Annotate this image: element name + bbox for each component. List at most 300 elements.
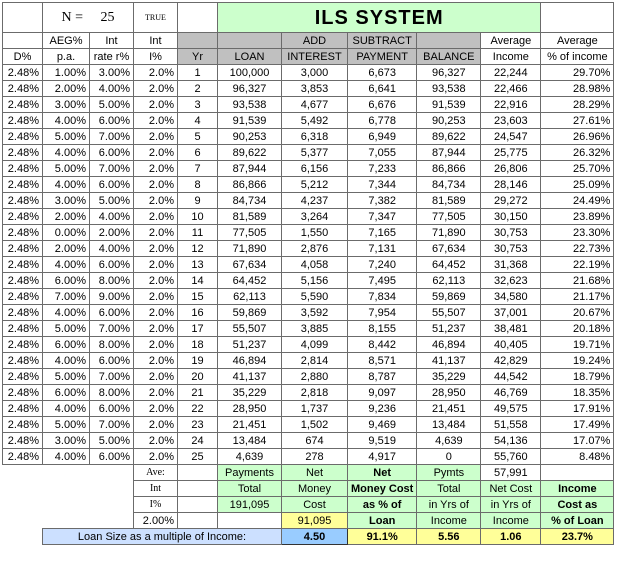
loan-cell[interactable]: 4,639 bbox=[218, 449, 282, 465]
loan-cell[interactable]: 55,507 bbox=[218, 321, 282, 337]
aeg-cell[interactable]: 4.00% bbox=[43, 401, 90, 417]
avg-pct-cell[interactable]: 24.49% bbox=[541, 193, 614, 209]
col-avg-pct-top[interactable]: Average bbox=[541, 33, 614, 49]
aeg-cell[interactable]: 1.00% bbox=[43, 65, 90, 81]
balance-cell[interactable]: 62,113 bbox=[417, 273, 481, 289]
interest-cell[interactable]: 3,853 bbox=[282, 81, 348, 97]
yr-cell[interactable]: 10 bbox=[178, 209, 218, 225]
int-i-cell[interactable]: 2.0% bbox=[134, 273, 178, 289]
int-rate-cell[interactable]: 8.00% bbox=[90, 385, 134, 401]
interest-cell[interactable]: 6,318 bbox=[282, 129, 348, 145]
balance-cell[interactable]: 35,229 bbox=[417, 369, 481, 385]
aeg-cell[interactable]: 6.00% bbox=[43, 273, 90, 289]
int-i-cell[interactable]: 2.0% bbox=[134, 97, 178, 113]
payments-total-l2[interactable]: Total bbox=[218, 481, 282, 497]
loan-cell[interactable]: 77,505 bbox=[218, 225, 282, 241]
net-pct-l1[interactable]: Net bbox=[348, 465, 417, 481]
int-rate-cell[interactable]: 9.00% bbox=[90, 289, 134, 305]
aeg-cell[interactable]: 4.00% bbox=[43, 113, 90, 129]
interest-cell[interactable]: 3,885 bbox=[282, 321, 348, 337]
balance-cell[interactable]: 55,507 bbox=[417, 305, 481, 321]
yr-cell[interactable]: 21 bbox=[178, 385, 218, 401]
avg-pct-cell[interactable]: 17.07% bbox=[541, 433, 614, 449]
true-flag[interactable]: TRUE bbox=[134, 3, 178, 33]
net-pct-value[interactable]: 91.1% bbox=[348, 529, 417, 545]
d-pct-cell[interactable]: 2.48% bbox=[3, 209, 43, 225]
cell-blank[interactable] bbox=[218, 33, 282, 49]
aeg-cell[interactable]: 4.00% bbox=[43, 305, 90, 321]
int-rate-cell[interactable]: 6.00% bbox=[90, 257, 134, 273]
interest-cell[interactable]: 3,000 bbox=[282, 65, 348, 81]
loan-cell[interactable]: 59,869 bbox=[218, 305, 282, 321]
avg-income-cell[interactable]: 29,272 bbox=[481, 193, 541, 209]
col-aeg-bottom[interactable]: p.a. bbox=[43, 49, 90, 65]
yr-cell[interactable]: 20 bbox=[178, 369, 218, 385]
interest-cell[interactable]: 1,737 bbox=[282, 401, 348, 417]
interest-cell[interactable]: 5,212 bbox=[282, 177, 348, 193]
avg-pct-cell[interactable]: 19.24% bbox=[541, 353, 614, 369]
avg-pct-cell[interactable]: 28.29% bbox=[541, 97, 614, 113]
int-i-cell[interactable]: 2.0% bbox=[134, 225, 178, 241]
interest-cell[interactable]: 5,377 bbox=[282, 145, 348, 161]
pymts-l3[interactable]: in Yrs of bbox=[417, 497, 481, 513]
int-rate-cell[interactable]: 8.00% bbox=[90, 337, 134, 353]
int-i-cell[interactable]: 2.0% bbox=[134, 257, 178, 273]
yr-cell[interactable]: 12 bbox=[178, 241, 218, 257]
int-i-cell[interactable]: 2.0% bbox=[134, 81, 178, 97]
loan-cell[interactable]: 89,622 bbox=[218, 145, 282, 161]
loan-cell[interactable]: 51,237 bbox=[218, 337, 282, 353]
net-money-l3[interactable]: Cost bbox=[282, 497, 348, 513]
income-cost-l1[interactable]: Income bbox=[541, 481, 614, 497]
payment-cell[interactable]: 9,097 bbox=[348, 385, 417, 401]
loan-multiple-value[interactable]: 4.50 bbox=[282, 529, 348, 545]
interest-cell[interactable]: 1,502 bbox=[282, 417, 348, 433]
yr-cell[interactable]: 13 bbox=[178, 257, 218, 273]
loan-cell[interactable]: 21,451 bbox=[218, 417, 282, 433]
col-add-top[interactable]: ADD bbox=[282, 33, 348, 49]
aeg-cell[interactable]: 3.00% bbox=[43, 433, 90, 449]
balance-cell[interactable]: 67,634 bbox=[417, 241, 481, 257]
int-i-cell[interactable]: 2.0% bbox=[134, 113, 178, 129]
cell-blank[interactable] bbox=[3, 3, 43, 33]
balance-cell[interactable]: 51,237 bbox=[417, 321, 481, 337]
payment-cell[interactable]: 6,778 bbox=[348, 113, 417, 129]
balance-cell[interactable]: 84,734 bbox=[417, 177, 481, 193]
balance-cell[interactable]: 4,639 bbox=[417, 433, 481, 449]
avg-income-cell[interactable]: 32,623 bbox=[481, 273, 541, 289]
avg-pct-cell[interactable]: 18.79% bbox=[541, 369, 614, 385]
interest-cell[interactable]: 674 bbox=[282, 433, 348, 449]
loan-cell[interactable]: 13,484 bbox=[218, 433, 282, 449]
payment-cell[interactable]: 7,347 bbox=[348, 209, 417, 225]
avg-income-cell[interactable]: 44,542 bbox=[481, 369, 541, 385]
ave-label[interactable]: Ave: bbox=[134, 465, 178, 481]
d-pct-cell[interactable]: 2.48% bbox=[3, 369, 43, 385]
avg-pct-cell[interactable]: 8.48% bbox=[541, 449, 614, 465]
avg-income-cell[interactable]: 25,775 bbox=[481, 145, 541, 161]
int-i-cell[interactable]: 2.0% bbox=[134, 177, 178, 193]
avg-income-cell[interactable]: 49,575 bbox=[481, 401, 541, 417]
interest-cell[interactable]: 2,880 bbox=[282, 369, 348, 385]
int-rate-cell[interactable]: 7.00% bbox=[90, 129, 134, 145]
int-i-cell[interactable]: 2.0% bbox=[134, 305, 178, 321]
loan-cell[interactable]: 62,113 bbox=[218, 289, 282, 305]
payment-cell[interactable]: 4,917 bbox=[348, 449, 417, 465]
aeg-cell[interactable]: 4.00% bbox=[43, 257, 90, 273]
int-i-cell[interactable]: 2.0% bbox=[134, 65, 178, 81]
col-sub-bottom[interactable]: PAYMENT bbox=[348, 49, 417, 65]
balance-cell[interactable]: 41,137 bbox=[417, 353, 481, 369]
yr-cell[interactable]: 4 bbox=[178, 113, 218, 129]
avg-pct-cell[interactable]: 21.17% bbox=[541, 289, 614, 305]
loan-cell[interactable]: 67,634 bbox=[218, 257, 282, 273]
aeg-cell[interactable]: 4.00% bbox=[43, 353, 90, 369]
col-int-rate-bottom[interactable]: rate r% bbox=[90, 49, 134, 65]
payment-cell[interactable]: 6,676 bbox=[348, 97, 417, 113]
balance-cell[interactable]: 13,484 bbox=[417, 417, 481, 433]
aeg-cell[interactable]: 2.00% bbox=[43, 209, 90, 225]
int-rate-cell[interactable]: 2.00% bbox=[90, 225, 134, 241]
int-rate-cell[interactable]: 6.00% bbox=[90, 449, 134, 465]
int-i-cell[interactable]: 2.0% bbox=[134, 289, 178, 305]
interest-cell[interactable]: 5,156 bbox=[282, 273, 348, 289]
balance-cell[interactable]: 96,327 bbox=[417, 65, 481, 81]
avg-pct-cell[interactable]: 22.73% bbox=[541, 241, 614, 257]
avg-pct-cell[interactable]: 22.19% bbox=[541, 257, 614, 273]
yr-cell[interactable]: 2 bbox=[178, 81, 218, 97]
avg-pct-cell[interactable]: 19.71% bbox=[541, 337, 614, 353]
payment-cell[interactable]: 7,233 bbox=[348, 161, 417, 177]
avg-pct-cell[interactable]: 21.68% bbox=[541, 273, 614, 289]
balance-cell[interactable]: 93,538 bbox=[417, 81, 481, 97]
int-i-cell[interactable]: 2.0% bbox=[134, 385, 178, 401]
aeg-cell[interactable]: 4.00% bbox=[43, 177, 90, 193]
yr-cell[interactable]: 17 bbox=[178, 321, 218, 337]
payment-cell[interactable]: 8,571 bbox=[348, 353, 417, 369]
d-pct-cell[interactable]: 2.48% bbox=[3, 449, 43, 465]
interest-cell[interactable]: 6,156 bbox=[282, 161, 348, 177]
int-rate-cell[interactable]: 8.00% bbox=[90, 273, 134, 289]
avg-income-cell[interactable]: 46,769 bbox=[481, 385, 541, 401]
netcost-yrs-l1[interactable]: Net Cost bbox=[481, 481, 541, 497]
avg-income-cell[interactable]: 51,558 bbox=[481, 417, 541, 433]
col-int-rate-top[interactable]: Int bbox=[90, 33, 134, 49]
avg-income-cell[interactable]: 30,753 bbox=[481, 241, 541, 257]
interest-cell[interactable]: 5,590 bbox=[282, 289, 348, 305]
loan-cell[interactable]: 81,589 bbox=[218, 209, 282, 225]
balance-cell[interactable]: 0 bbox=[417, 449, 481, 465]
avg-income-cell[interactable]: 22,916 bbox=[481, 97, 541, 113]
int-i-cell[interactable]: 2.0% bbox=[134, 369, 178, 385]
income-cost-value[interactable]: 23.7% bbox=[541, 529, 614, 545]
cell-blank[interactable] bbox=[178, 33, 218, 49]
yr-cell[interactable]: 1 bbox=[178, 65, 218, 81]
avg-income-cell[interactable]: 40,405 bbox=[481, 337, 541, 353]
balance-cell[interactable]: 59,869 bbox=[417, 289, 481, 305]
payment-cell[interactable]: 7,382 bbox=[348, 193, 417, 209]
i-label[interactable]: I% bbox=[134, 497, 178, 513]
netcost-yrs-value[interactable]: 1.06 bbox=[481, 529, 541, 545]
loan-cell[interactable]: 71,890 bbox=[218, 241, 282, 257]
d-pct-cell[interactable]: 2.48% bbox=[3, 161, 43, 177]
int-i-cell[interactable]: 2.0% bbox=[134, 145, 178, 161]
d-pct-cell[interactable]: 2.48% bbox=[3, 385, 43, 401]
avg-pct-cell[interactable]: 20.18% bbox=[541, 321, 614, 337]
avg-income-cell[interactable]: 31,368 bbox=[481, 257, 541, 273]
cell-blank[interactable] bbox=[178, 497, 218, 513]
payment-cell[interactable]: 7,165 bbox=[348, 225, 417, 241]
aeg-cell[interactable]: 5.00% bbox=[43, 129, 90, 145]
balance-cell[interactable]: 87,944 bbox=[417, 145, 481, 161]
avg-income-cell[interactable]: 24,547 bbox=[481, 129, 541, 145]
int-rate-cell[interactable]: 5.00% bbox=[90, 97, 134, 113]
d-pct-cell[interactable]: 2.48% bbox=[3, 129, 43, 145]
avg-income-cell[interactable]: 26,806 bbox=[481, 161, 541, 177]
loan-cell[interactable]: 64,452 bbox=[218, 273, 282, 289]
aeg-cell[interactable]: 4.00% bbox=[43, 145, 90, 161]
aeg-cell[interactable]: 5.00% bbox=[43, 417, 90, 433]
payment-cell[interactable]: 8,155 bbox=[348, 321, 417, 337]
int-rate-cell[interactable]: 5.00% bbox=[90, 193, 134, 209]
avg-income-cell[interactable]: 30,150 bbox=[481, 209, 541, 225]
col-d-pct[interactable]: D% bbox=[3, 49, 43, 65]
yr-cell[interactable]: 3 bbox=[178, 97, 218, 113]
yr-cell[interactable]: 7 bbox=[178, 161, 218, 177]
yr-cell[interactable]: 18 bbox=[178, 337, 218, 353]
payment-cell[interactable]: 9,519 bbox=[348, 433, 417, 449]
int-i-cell[interactable]: 2.0% bbox=[134, 353, 178, 369]
cell-blank[interactable] bbox=[178, 465, 218, 481]
avg-pct-cell[interactable]: 18.35% bbox=[541, 385, 614, 401]
avg-pct-cell[interactable]: 17.49% bbox=[541, 417, 614, 433]
yr-cell[interactable]: 15 bbox=[178, 289, 218, 305]
balance-cell[interactable]: 71,890 bbox=[417, 225, 481, 241]
avg-income-cell[interactable]: 23,603 bbox=[481, 113, 541, 129]
loan-cell[interactable]: 46,894 bbox=[218, 353, 282, 369]
avg-income-cell[interactable]: 28,146 bbox=[481, 177, 541, 193]
balance-cell[interactable]: 28,950 bbox=[417, 385, 481, 401]
avg-pct-cell[interactable]: 23.89% bbox=[541, 209, 614, 225]
yr-cell[interactable]: 24 bbox=[178, 433, 218, 449]
cell-blank[interactable] bbox=[218, 513, 282, 529]
int-rate-cell[interactable]: 4.00% bbox=[90, 209, 134, 225]
col-aeg-top[interactable]: AEG% bbox=[43, 33, 90, 49]
aeg-cell[interactable]: 6.00% bbox=[43, 385, 90, 401]
int-rate-cell[interactable]: 7.00% bbox=[90, 417, 134, 433]
int-i-cell[interactable]: 2.0% bbox=[134, 209, 178, 225]
income-cost-l2[interactable]: Cost as bbox=[541, 497, 614, 513]
int-i-cell[interactable]: 2.0% bbox=[134, 401, 178, 417]
interest-cell[interactable]: 4,099 bbox=[282, 337, 348, 353]
loan-cell[interactable]: 93,538 bbox=[218, 97, 282, 113]
aeg-cell[interactable]: 5.00% bbox=[43, 369, 90, 385]
balance-cell[interactable]: 46,894 bbox=[417, 337, 481, 353]
d-pct-cell[interactable]: 2.48% bbox=[3, 97, 43, 113]
avg-pct-cell[interactable]: 25.70% bbox=[541, 161, 614, 177]
loan-cell[interactable]: 84,734 bbox=[218, 193, 282, 209]
int-rate-cell[interactable]: 6.00% bbox=[90, 177, 134, 193]
yr-cell[interactable]: 14 bbox=[178, 273, 218, 289]
d-pct-cell[interactable]: 2.48% bbox=[3, 289, 43, 305]
int-i-cell[interactable]: 2.0% bbox=[134, 417, 178, 433]
netcost-yrs-l2[interactable]: in Yrs of bbox=[481, 497, 541, 513]
loan-multiple-label[interactable]: Loan Size as a multiple of Income: bbox=[43, 529, 282, 545]
col-avg-income-bottom[interactable]: Income bbox=[481, 49, 541, 65]
balance-cell[interactable]: 77,505 bbox=[417, 209, 481, 225]
yr-cell[interactable]: 19 bbox=[178, 353, 218, 369]
cell-blank[interactable] bbox=[178, 513, 218, 529]
int-i-cell[interactable]: 2.0% bbox=[134, 321, 178, 337]
avg-income-cell[interactable]: 22,244 bbox=[481, 65, 541, 81]
int-rate-cell[interactable]: 3.00% bbox=[90, 65, 134, 81]
col-balance[interactable]: BALANCE bbox=[417, 49, 481, 65]
yr-cell[interactable]: 25 bbox=[178, 449, 218, 465]
interest-cell[interactable]: 4,677 bbox=[282, 97, 348, 113]
loan-cell[interactable]: 91,539 bbox=[218, 113, 282, 129]
loan-cell[interactable]: 96,327 bbox=[218, 81, 282, 97]
int-i-cell[interactable]: 2.0% bbox=[134, 161, 178, 177]
int-rate-cell[interactable]: 7.00% bbox=[90, 161, 134, 177]
loan-cell[interactable]: 35,229 bbox=[218, 385, 282, 401]
payment-cell[interactable]: 6,641 bbox=[348, 81, 417, 97]
int-rate-cell[interactable]: 6.00% bbox=[90, 353, 134, 369]
col-avg-income-top[interactable]: Average bbox=[481, 33, 541, 49]
payment-cell[interactable]: 8,442 bbox=[348, 337, 417, 353]
int-label[interactable]: Int bbox=[134, 481, 178, 497]
balance-cell[interactable]: 64,452 bbox=[417, 257, 481, 273]
payment-cell[interactable]: 7,344 bbox=[348, 177, 417, 193]
d-pct-cell[interactable]: 2.48% bbox=[3, 81, 43, 97]
avg-income-cell[interactable]: 22,466 bbox=[481, 81, 541, 97]
int-rate-cell[interactable]: 4.00% bbox=[90, 81, 134, 97]
payment-cell[interactable]: 7,834 bbox=[348, 289, 417, 305]
int-i-cell[interactable]: 2.0% bbox=[134, 129, 178, 145]
col-yr[interactable]: Yr bbox=[178, 49, 218, 65]
payment-cell[interactable]: 7,055 bbox=[348, 145, 417, 161]
interest-cell[interactable]: 3,592 bbox=[282, 305, 348, 321]
payments-total-value[interactable]: 191,095 bbox=[218, 497, 282, 513]
int-i-cell[interactable]: 2.0% bbox=[134, 433, 178, 449]
net-pct-l3[interactable]: as % of bbox=[348, 497, 417, 513]
net-money-l1[interactable]: Net bbox=[282, 465, 348, 481]
loan-cell[interactable]: 90,253 bbox=[218, 129, 282, 145]
col-avg-pct-bottom[interactable]: % of income bbox=[541, 49, 614, 65]
avg-pct-cell[interactable]: 26.32% bbox=[541, 145, 614, 161]
cell-blank[interactable] bbox=[178, 3, 218, 33]
payment-cell[interactable]: 9,469 bbox=[348, 417, 417, 433]
netcost-yrs-l3[interactable]: Income bbox=[481, 513, 541, 529]
avg-pct-cell[interactable]: 29.70% bbox=[541, 65, 614, 81]
yr-cell[interactable]: 11 bbox=[178, 225, 218, 241]
payment-cell[interactable]: 6,673 bbox=[348, 65, 417, 81]
d-pct-cell[interactable]: 2.48% bbox=[3, 193, 43, 209]
balance-cell[interactable]: 21,451 bbox=[417, 401, 481, 417]
int-rate-cell[interactable]: 6.00% bbox=[90, 113, 134, 129]
d-pct-cell[interactable]: 2.48% bbox=[3, 257, 43, 273]
d-pct-cell[interactable]: 2.48% bbox=[3, 225, 43, 241]
cell-blank[interactable] bbox=[178, 481, 218, 497]
avg-pct-cell[interactable]: 26.96% bbox=[541, 129, 614, 145]
net-money-value[interactable]: 91,095 bbox=[282, 513, 348, 529]
aeg-cell[interactable]: 5.00% bbox=[43, 161, 90, 177]
aeg-cell[interactable]: 2.00% bbox=[43, 81, 90, 97]
pymts-yrs-value[interactable]: 5.56 bbox=[417, 529, 481, 545]
income-cost-l3[interactable]: % of Loan bbox=[541, 513, 614, 529]
d-pct-cell[interactable]: 2.48% bbox=[3, 337, 43, 353]
pymts-l1[interactable]: Pymts bbox=[417, 465, 481, 481]
interest-cell[interactable]: 3,264 bbox=[282, 209, 348, 225]
avg-income-cell[interactable]: 30,753 bbox=[481, 225, 541, 241]
d-pct-cell[interactable]: 2.48% bbox=[3, 177, 43, 193]
int-rate-cell[interactable]: 5.00% bbox=[90, 433, 134, 449]
int-rate-cell[interactable]: 7.00% bbox=[90, 369, 134, 385]
cell-blank[interactable] bbox=[3, 33, 43, 49]
d-pct-cell[interactable]: 2.48% bbox=[3, 305, 43, 321]
loan-cell[interactable]: 87,944 bbox=[218, 161, 282, 177]
d-pct-cell[interactable]: 2.48% bbox=[3, 401, 43, 417]
cell-blank[interactable] bbox=[417, 33, 481, 49]
loan-cell[interactable]: 41,137 bbox=[218, 369, 282, 385]
loan-cell[interactable]: 86,866 bbox=[218, 177, 282, 193]
yr-cell[interactable]: 5 bbox=[178, 129, 218, 145]
interest-cell[interactable]: 2,818 bbox=[282, 385, 348, 401]
interest-cell[interactable]: 2,814 bbox=[282, 353, 348, 369]
payment-cell[interactable]: 7,954 bbox=[348, 305, 417, 321]
aeg-cell[interactable]: 7.00% bbox=[43, 289, 90, 305]
avg-pct-cell[interactable]: 23.30% bbox=[541, 225, 614, 241]
aeg-cell[interactable]: 3.00% bbox=[43, 193, 90, 209]
d-pct-cell[interactable]: 2.48% bbox=[3, 241, 43, 257]
int-i-cell[interactable]: 2.0% bbox=[134, 337, 178, 353]
yr-cell[interactable]: 8 bbox=[178, 177, 218, 193]
avg-income-cell[interactable]: 42,829 bbox=[481, 353, 541, 369]
col-int-i-top[interactable]: Int bbox=[134, 33, 178, 49]
aeg-cell[interactable]: 6.00% bbox=[43, 337, 90, 353]
avg-income-cell[interactable]: 54,136 bbox=[481, 433, 541, 449]
aeg-cell[interactable]: 0.00% bbox=[43, 225, 90, 241]
payment-cell[interactable]: 7,495 bbox=[348, 273, 417, 289]
balance-cell[interactable]: 89,622 bbox=[417, 129, 481, 145]
avg-income-cell[interactable]: 34,580 bbox=[481, 289, 541, 305]
balance-cell[interactable]: 90,253 bbox=[417, 113, 481, 129]
yr-cell[interactable]: 16 bbox=[178, 305, 218, 321]
yr-cell[interactable]: 9 bbox=[178, 193, 218, 209]
d-pct-cell[interactable]: 2.48% bbox=[3, 353, 43, 369]
avg-income-cell[interactable]: 37,001 bbox=[481, 305, 541, 321]
col-add-bottom[interactable]: INTEREST bbox=[282, 49, 348, 65]
net-money-l2[interactable]: Money bbox=[282, 481, 348, 497]
yr-cell[interactable]: 23 bbox=[178, 417, 218, 433]
int-rate-cell[interactable]: 7.00% bbox=[90, 321, 134, 337]
d-pct-cell[interactable]: 2.48% bbox=[3, 433, 43, 449]
avg-pct-cell[interactable]: 27.61% bbox=[541, 113, 614, 129]
aeg-cell[interactable]: 2.00% bbox=[43, 241, 90, 257]
payment-cell[interactable]: 7,131 bbox=[348, 241, 417, 257]
loan-cell[interactable]: 28,950 bbox=[218, 401, 282, 417]
interest-cell[interactable]: 1,550 bbox=[282, 225, 348, 241]
payment-cell[interactable]: 9,236 bbox=[348, 401, 417, 417]
avg-pct-cell[interactable]: 25.09% bbox=[541, 177, 614, 193]
interest-cell[interactable]: 278 bbox=[282, 449, 348, 465]
interest-cell[interactable]: 5,492 bbox=[282, 113, 348, 129]
n-label-cell[interactable] bbox=[43, 3, 134, 33]
avg-pct-cell[interactable]: 17.91% bbox=[541, 401, 614, 417]
interest-cell[interactable]: 4,058 bbox=[282, 257, 348, 273]
pymts-l2[interactable]: Total bbox=[417, 481, 481, 497]
net-pct-l4[interactable]: Loan bbox=[348, 513, 417, 529]
yr-cell[interactable]: 22 bbox=[178, 401, 218, 417]
